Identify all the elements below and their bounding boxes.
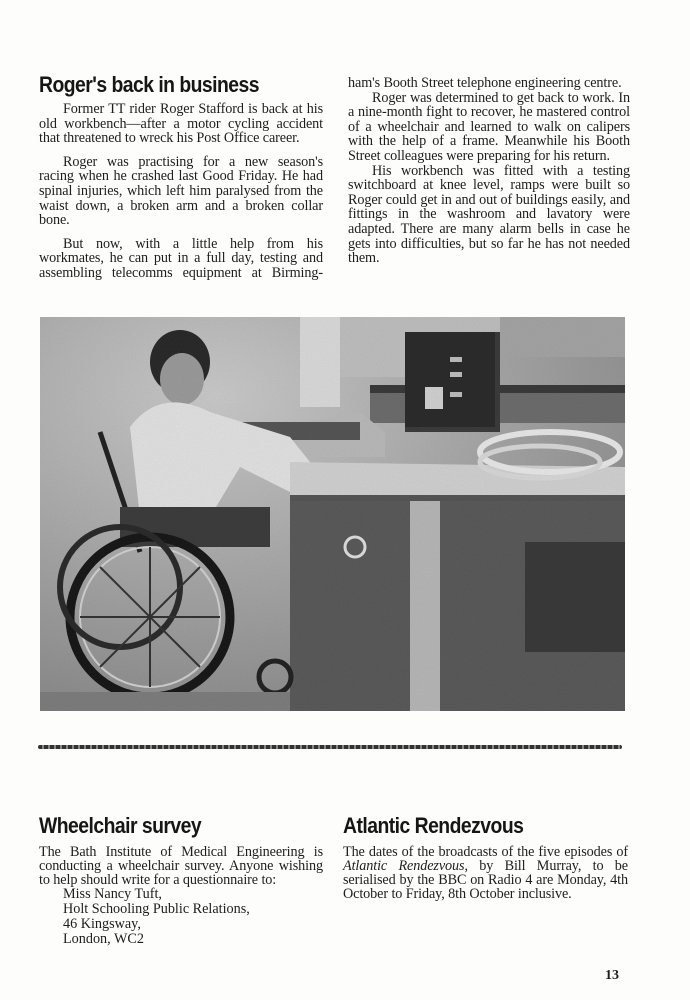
page-number: 13 <box>605 968 619 983</box>
paragraph: The Bath Institute of Medical Engineering is conducting a wheelchair survey. Anyone wishing to help should write for a questionnaire to: <box>39 844 323 888</box>
programme-title: Atlantic Rendezvous <box>343 858 465 874</box>
body-text: , by Bill Murray, to be serialised by the BBC on Radio 4 are Monday, 4th October to Friday, 8th October inclusive. <box>343 858 629 902</box>
address-line: 46 Kingsway, <box>63 916 141 932</box>
wheelchair-survey-article <box>39 813 323 947</box>
main-article-right-column <box>348 76 630 266</box>
section-divider <box>38 745 622 749</box>
wheelchair-survey-headline: Wheelchair survey <box>39 813 202 838</box>
article-photo <box>40 317 625 711</box>
atlantic-rendezvous-headline: Atlantic Rendezvous <box>343 813 524 838</box>
paragraph: Roger was practising for a new season's racing when he crashed last Good Friday. He had spinal injuries, which left him paralysed from the waist down, a broken arm and a broken collar bone. <box>39 153 323 229</box>
address-line: Miss Nancy Tuft, <box>63 886 162 902</box>
paragraph <box>343 845 628 901</box>
address-line: Holt Schooling Public Relations, <box>63 901 250 917</box>
body-text: The dates of the broadcasts of the five episodes of <box>343 844 628 860</box>
address-line: London, WC2 <box>63 931 144 947</box>
paragraph: His workbench was fitted with a testing switchboard at knee level, ramps were built so Roger could get in and out of buildings easily, and fittings in the washroom and lavatory were adapted. There are many alarm bells in case he gets into difficulties, but so far he has not needed them. <box>348 162 630 267</box>
main-article-headline: Roger's back in business <box>39 72 260 97</box>
main-article-left-column <box>39 72 323 281</box>
paragraph: But now, with a little help from his workmates, he can put in a full day, testing and assembling telecomms equipment at Birming- <box>39 235 323 281</box>
paragraph: Former TT rider Roger Stafford is back at his old workbench—after a motor cycling accident that threatened to wreck his Post Office career. <box>39 101 323 147</box>
paragraph: ham's Booth Street telephone engineering centre. <box>348 75 622 91</box>
paragraph: Roger was determined to get back to work. In a nine-month fight to recover, he mastered control of a wheelchair and learned to walk on calipers with the help of a frame. Meanwhile his Booth Street colleagues were preparing for his return. <box>348 89 630 164</box>
atlantic-rendezvous-article <box>343 813 628 901</box>
wheelchair-workbench-photo <box>40 317 625 711</box>
